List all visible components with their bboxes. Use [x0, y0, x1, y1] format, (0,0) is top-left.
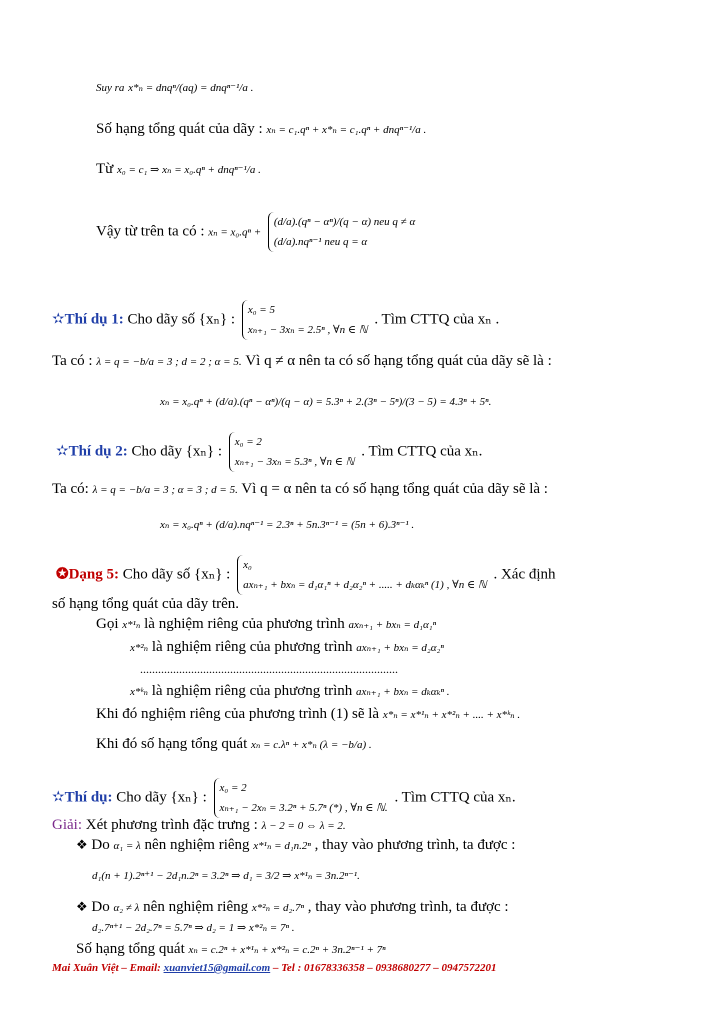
goi-line1: [96, 615, 436, 634]
example1-title: Thí dụ 1:: [64, 311, 124, 328]
bullet2-tail: , thay vào phương trình, ta được :: [307, 899, 509, 915]
final-formula: xₙ = c.2ⁿ + x*¹ₙ + x*²ₙ = c.2ⁿ + 3n.2ⁿ⁻¹ + 7ⁿ: [188, 944, 386, 956]
thus-label: Vậy từ trên ta có :: [96, 223, 205, 240]
suy-ra-label: Suy ra: [96, 82, 125, 94]
diamond-bullet-icon: ❖: [76, 899, 88, 914]
example1-solution-line1: [52, 352, 552, 371]
bullet2-text: nên nghiệm riêng: [143, 899, 249, 915]
goi-line2-text: là nghiệm riêng của phương trình: [151, 639, 353, 655]
ellipsis: ......................................................................................: [140, 662, 398, 676]
example2-solution-line1: [52, 480, 548, 499]
dang5-title: Dạng 5:: [68, 566, 119, 583]
example1-reason: Vì q ≠ α nên ta có số hạng tổng quát của dãy sẽ là :: [245, 353, 552, 369]
bullet1-do: Do: [91, 837, 110, 853]
bullet1-text: nên nghiệm riêng: [144, 837, 250, 853]
page-footer: [52, 962, 497, 974]
example2-reason: Vì q = α nên ta có số hạng tổng quát của dãy sẽ là :: [241, 481, 548, 497]
from-label: Từ: [96, 161, 114, 177]
dang5-line2: [52, 595, 239, 613]
giai-text: Xét phương trình đặc trưng :: [85, 817, 258, 833]
characteristic-equation: λ − 2 = 0 ⇔ λ = 2.: [261, 820, 346, 832]
dang5-line2-text: số hạng tổng quát của dãy trên.: [52, 596, 240, 612]
bullet1-tail: , thay vào phương trình, ta được :: [314, 837, 516, 853]
equation-k: axₙ₊₁ + bxₙ = dₖαₖⁿ .: [356, 686, 450, 698]
bullet2-calc-formula: d₂.7ⁿ⁺¹ − 2d₂.7ⁿ = 5.7ⁿ ⇒ d₂ = 1 ⇒ x*²ₙ = 7ⁿ .: [92, 922, 295, 934]
example3-task: . Tìm CTTQ của xₙ.: [394, 789, 516, 806]
general-term-formula: xₙ = c₁.qⁿ + x*ₙ = c₁.qⁿ + dnqⁿ⁻¹/a .: [266, 124, 427, 136]
bullet1-calc: [92, 866, 360, 885]
goi-label: Gọi: [96, 616, 119, 632]
khi-do-line2: [96, 735, 372, 754]
bullet1-calc-formula: d₁(n + 1).2ⁿ⁺¹ − 2d₁n.2ⁿ = 3.2ⁿ ⇒ d₁ = 3/2 ⇒ x*¹ₙ = 3n.2ⁿ⁻¹.: [92, 870, 360, 882]
example2-task: . Tìm CTTQ của xₙ.: [361, 443, 483, 460]
from-formula: x₀ = c₁ ⇒ xₙ = x₀.qⁿ + dnqⁿ⁻¹/a .: [117, 164, 261, 176]
example2-taco: Ta có:: [52, 481, 89, 497]
khi-do-text2: Khi đó số hạng tổng quát: [96, 736, 248, 752]
piecewise-brace: [268, 212, 415, 252]
final-line: [76, 940, 386, 959]
example2-initial: x₀ = 2: [234, 436, 262, 448]
example2-system: [229, 432, 355, 472]
goi-line1-text: là nghiệm riêng của phương trình: [144, 616, 345, 632]
giai-line: [52, 816, 346, 835]
bullet1-form: x*¹ₙ = d₁n.2ⁿ: [253, 840, 311, 852]
goi-line3-text: là nghiệm riêng của phương trình: [151, 683, 353, 699]
example3-recurrence: xₙ₊₁ − 2xₙ = 3.2ⁿ + 5.7ⁿ (*) , ∀n ∈ ℕ.: [219, 802, 388, 814]
general-term-line: [96, 120, 426, 139]
dang5-task: . Xác định: [493, 566, 556, 583]
example3-system: [214, 778, 388, 818]
example1-text: Cho dãy số {xₙ} :: [127, 311, 236, 328]
dang5-recurrence: axₙ₊₁ + bxₙ = d₁α₁ⁿ + d₂α₂ⁿ + ..... + dₖαₖⁿ (1) , ∀n ∈ ℕ: [243, 579, 487, 591]
khi-do-text1: Khi đó nghiệm riêng của phương trình (1) sẽ là: [96, 706, 380, 722]
bullet2-calc: [92, 918, 294, 937]
bullet1-line: [76, 836, 515, 855]
bullet2-condition: α₂ ≠ λ: [113, 902, 140, 914]
from-line: [96, 160, 261, 179]
example2-heading: [56, 432, 482, 472]
example1-params: λ = q = −b/a = 3 ; d = 2 ; α = 5.: [96, 356, 242, 368]
dang5-text: Cho dãy số {xₙ} :: [122, 566, 231, 583]
dang5-system: [237, 555, 487, 595]
example1-result: [160, 392, 491, 411]
example2-recurrence: xₙ₊₁ − 3xₙ = 5.3ⁿ , ∀n ∈ ℕ: [234, 456, 355, 468]
diamond-bullet-icon: ❖: [76, 837, 88, 852]
star-icon: ✫: [52, 311, 65, 328]
example1-taco: Ta có :: [52, 353, 93, 369]
bullet2-do: Do: [91, 899, 110, 915]
dots-line: [140, 660, 398, 678]
goi-line2: [130, 638, 444, 657]
example3-text: Cho dãy {xₙ} :: [116, 789, 207, 806]
suy-ra-formula: x*ₙ = dnqⁿ/(aq) = dnqⁿ⁻¹/a .: [128, 82, 254, 94]
example3-initial: x₀ = 2: [219, 782, 247, 794]
particular-solution-2: x*²ₙ: [130, 642, 149, 654]
general-term-label: Số hạng tổng quát của dãy :: [96, 121, 263, 137]
star-icon: ✫: [56, 443, 69, 460]
particular-solution-1: x*¹ₙ: [122, 619, 141, 631]
suy-ra-line: [96, 78, 253, 97]
case-q-neq-alpha: (d/a).(qⁿ − αⁿ)/(q − α) neu q ≠ α: [273, 216, 416, 228]
giai-label: Giải:: [52, 817, 82, 833]
footer-author: Mai Xuân Việt – Email:: [52, 962, 161, 974]
dang5-initial: x₀: [243, 559, 252, 571]
thus-line: [96, 212, 418, 252]
example1-task: . Tìm CTTQ của xₙ .: [374, 311, 500, 328]
star-icon: ✫: [52, 789, 65, 806]
case-q-eq-alpha: (d/a).nqⁿ⁻¹ neu q = α: [273, 236, 368, 248]
equation-1: axₙ₊₁ + bxₙ = d₁α₁ⁿ: [348, 619, 437, 631]
example2-result-formula: xₙ = x₀.qⁿ + (d/a).nqⁿ⁻¹ = 2.3ⁿ + 5n.3ⁿ⁻¹ = (5n + 6).3ⁿ⁻¹ .: [160, 519, 415, 531]
particular-sum-formula: x*ₙ = x*¹ₙ + x*²ₙ + .... + x*ᵏₙ .: [382, 709, 521, 721]
footer-phones: – Tel : 01678336358 – 0938680277 – 0947572201: [272, 962, 497, 974]
example1-system: [242, 300, 368, 340]
general-solution-formula: xₙ = c.λⁿ + x*ₙ (λ = −b/a) .: [251, 739, 372, 751]
example2-params: λ = q = −b/a = 3 ; α = 3 ; d = 5.: [92, 484, 238, 496]
example2-result: [160, 515, 414, 534]
example2-title: Thí dụ 2:: [68, 443, 128, 460]
bullet2-form: x*²ₙ = d₂.7ⁿ: [251, 902, 304, 914]
bullet2-line: [76, 898, 509, 917]
example2-text: Cho dãy {xₙ} :: [131, 443, 222, 460]
example1-recurrence: xₙ₊₁ − 3xₙ = 2.5ⁿ , ∀n ∈ ℕ: [247, 324, 368, 336]
goi-line3: [130, 682, 449, 701]
footer-email-link[interactable]: xuanviet15@gmail.com: [163, 962, 271, 974]
example1-initial: x₀ = 5: [247, 304, 275, 316]
example3-title: Thí dụ:: [64, 789, 113, 806]
bullet1-condition: α₁ = λ: [113, 840, 141, 852]
equation-2: axₙ₊₁ + bxₙ = d₂α₂ⁿ: [356, 642, 444, 654]
khi-do-line1: [96, 705, 520, 724]
example1-result-formula: xₙ = x₀.qⁿ + (d/a).(qⁿ − αⁿ)/(q − α) = 5.3ⁿ + 2.(3ⁿ − 5ⁿ)/(3 − 5) = 4.3ⁿ + 5ⁿ.: [160, 396, 492, 408]
example3-heading: [52, 778, 516, 818]
final-label: Số hạng tổng quát: [76, 941, 185, 957]
thus-formula-lhs: xₙ = x₀.qⁿ +: [208, 226, 262, 239]
dang5-icon: ✪: [56, 566, 69, 583]
particular-solution-k: x*ᵏₙ: [130, 686, 148, 698]
example1-heading: [52, 300, 499, 340]
dang5-heading: [56, 555, 556, 595]
